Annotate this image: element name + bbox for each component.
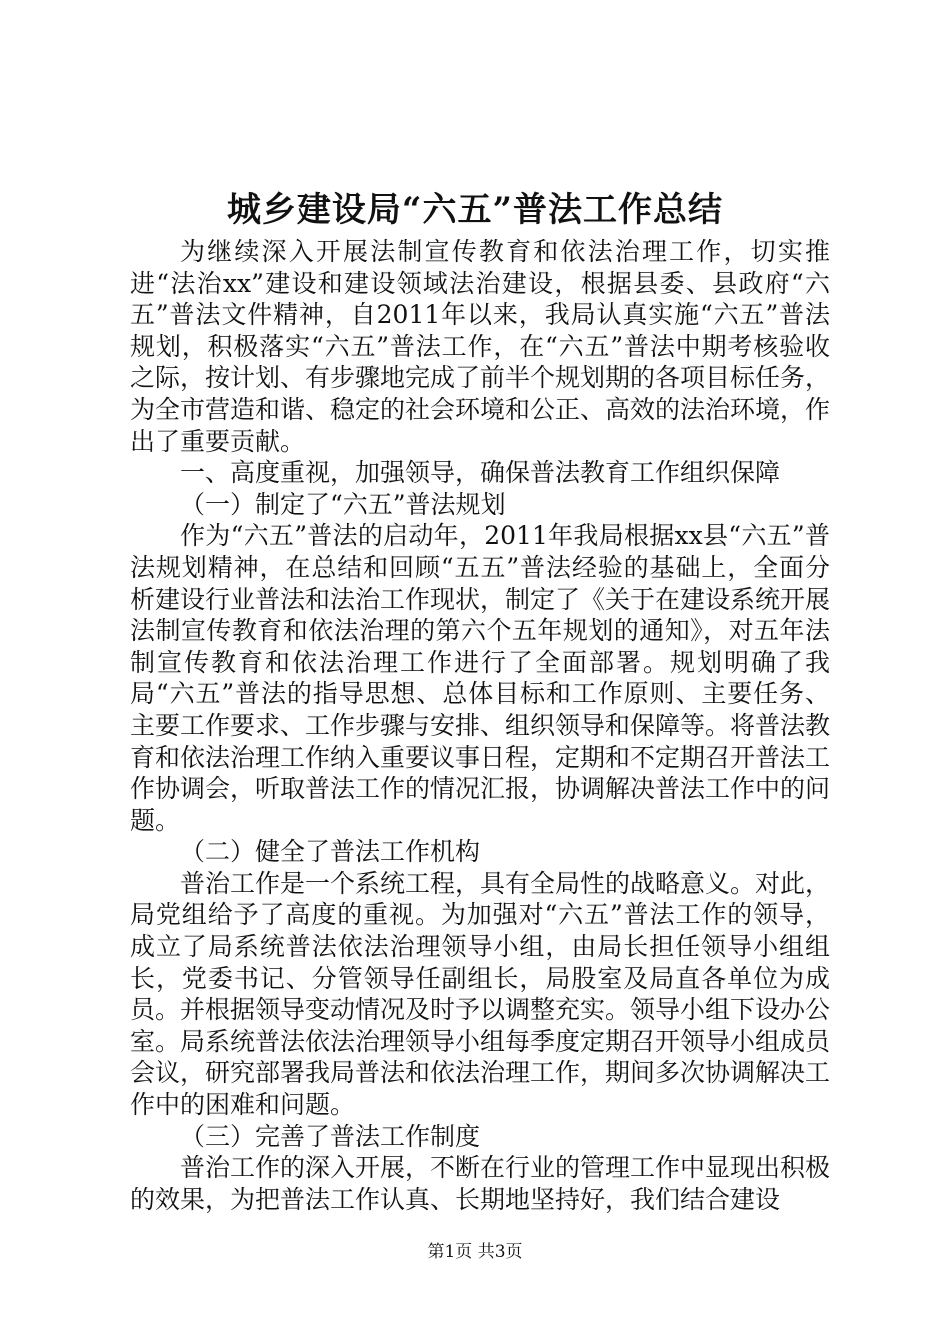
paragraph-plan: 作为“六五”普法的启动年，2011年我局根据xx县“六五”普法规划精神，在总结和回顾“五五”普法经验的基础上，全面分析建设行业普法和法治工作现状，制定了《关于在建设系统开展法制宣传教育和依法治理的第六个五年规划的通知》，对五年法制宣传教育和依法治理工作进行了全面部署。规划明确了我局“六五”普法的指导思想、总体目标和工作原则、主要任务、主要工作要求、工作步骤与安排、组织领导和保障等。将普法教育和依法治理工作纳入重要议事日程，定期和不定期召开普法工作协调会，听取普法工作的情况汇报，协调解决普法工作中的问题。 [130,521,831,835]
paragraph-organization: 普治工作是一个系统工程，具有全局性的战略意义。对此，局党组给予了高度的重视。为加强对“六五”普法工作的领导，成立了局系统普法依法治理领导小组，由局长担任领导小组组长，党委书记、分管领导任副组长，局股室及局直各单位为成员。并根据领导变动情况及时予以调整充实。领导小组下设办公室。局系统普法依法治理领导小组每季度定期召开领导小组成员会议，研究部署我局普法和依法治理工作，期间多次协调解决工作中的困难和问题。 [130,868,831,1120]
subsection-heading-1: （一）制定了“六五”普法规划 [180,489,506,519]
document-body [130,236,830,1215]
subsection-heading-3: （三）完善了普法工作制度 [180,1121,481,1151]
subsection-heading-2: （二）健全了普法工作机构 [180,837,481,867]
paragraph-intro: 为继续深入开展法制宣传教育和依法治理工作，切实推进“法治xx”建设和建设领域法治建设，根据县委、县政府“六五”普法文件精神，自2011年以来，我局认真实施“六五”普法规划，积极落实“六五”普法工作，在“六五”普法中期考核验收之际，按计划、有步骤地完成了前半个规划期的各项目标任务，为全市营造和谐、稳定的社会环境和公正、高效的法治环境，作出了重要贡献。 [130,237,831,456]
section-heading-1: 一、高度重视，加强领导，确保普法教育工作组织保障 [180,458,781,488]
page-footer: 第1页 共3页 [427,1242,523,1262]
paragraph-system: 普治工作的深入开展，不断在行业的管理工作中显现出积极的效果，为把普法工作认真、长期地坚持好，我们结合建设 [130,1153,831,1214]
document-title: 城乡建设局“六五”普法工作总结 [226,190,724,230]
